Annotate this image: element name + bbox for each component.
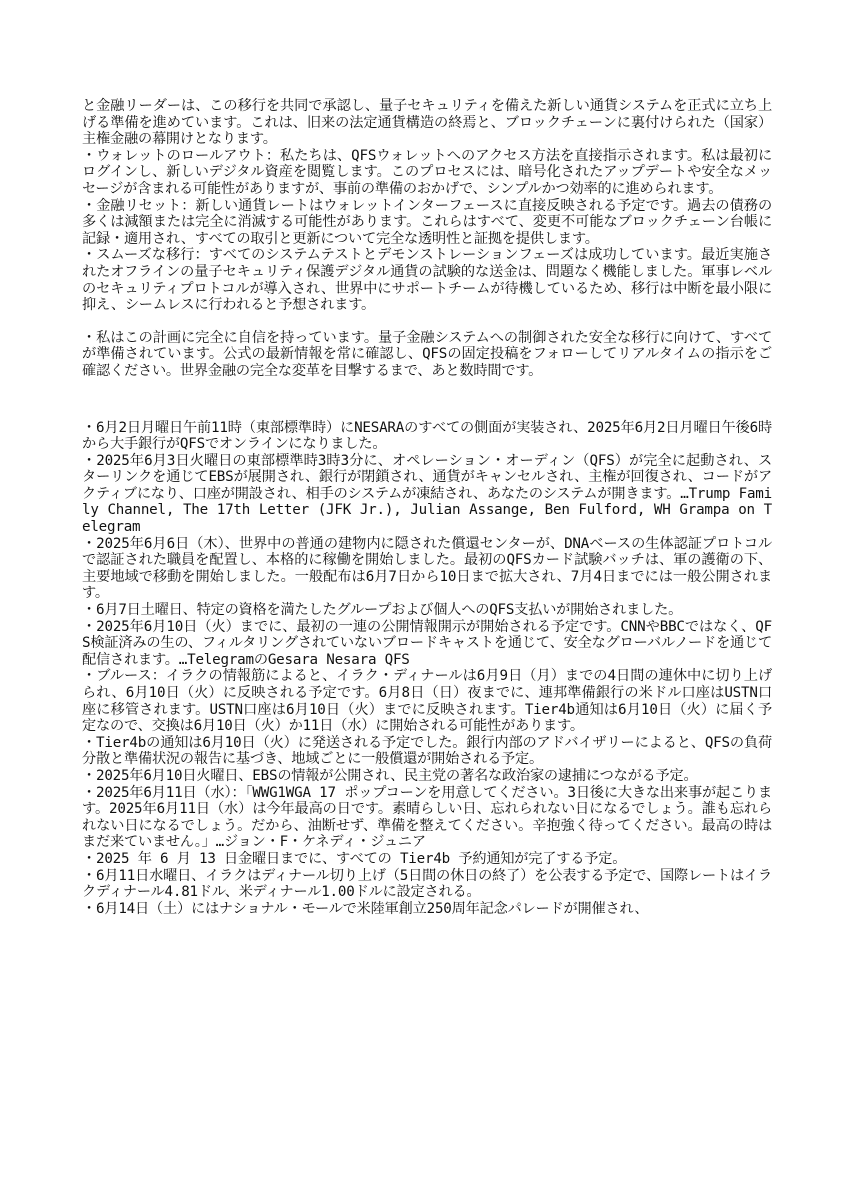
section-confidence (82, 330, 772, 380)
timeline-item: ・6月7日土曜日、特定の資格を満たしたグループおよび個人へのQFS支払いが開始されました。 (82, 602, 683, 619)
timeline-item: ・2025年6月10日（火）までに、最初の一連の公開情報開示が開始される予定です。CNNやBBCではなく、QFS検証済みの生の、フィルタリングされていないブロードキャストを通じて、安全なグローバルノードを通じて配信されます。…TelegramのGesara Nesara QFS (82, 618, 772, 668)
timeline-item: ・Tier4bの通知は6月10日（火）に発送される予定でした。銀行内部のアドバイザリーによると、QFSの負荷分散と準備状況の報告に基づき、地域ごとに一般償還が開始される予定。 (82, 734, 772, 768)
paragraph-intro: と金融リーダーは、この移行を共同で承認し、量子セキュリティを備えた新しい通貨システムを正式に立ち上げる準備を進めています。これは、旧来の法定通貨構造の終焉と、ブロックチェーンに裏付けられた（国家）主権金融の幕開けとなります。 (82, 98, 772, 148)
section-timeline (82, 420, 772, 918)
timeline-item: ・6月14日（土）にはナショナル・モールで米陸軍創立250周年記念パレードが開催され、 (82, 900, 649, 917)
paragraph-confidence: ・私はこの計画に完全に自信を持っています。量子金融システムへの制御された安全な移行に向けて、すべてが準備されています。公式の最新情報を常に確認し、QFSの固定投稿をフォローしてリアルタイムの指示をご確認ください。世界金融の完全な変革を目撃するまで、あと数時間です。 (82, 329, 772, 379)
paragraph-financial-reset: ・金融リセット：新しい通貨レートはウォレットインターフェースに直接反映される予定です。過去の債務の多くは減額または完全に消滅する可能性があります。これらはすべて、変更不可能なブロックチェーン台帳に記録・適用され、すべての取引と更新について完全な透明性と証拠を提供します。 (82, 197, 772, 247)
timeline-item: ・2025 年 6 月 13 日金曜日までに、すべての Tier4b 予約通知が完了する予定。 (82, 850, 627, 867)
timeline-item: ・ブルース：イラクの情報筋によると、イラク・ディナールは6月9日（月）までの4日間の連休中に切り上げられ、6月10日（火）に反映される予定です。6月8日（日）夜までに、連邦準備銀行の米ドル口座はUSTN口座に移管されます。USTN口座は6月10日（火）までに反映されます。Tier4b通知は6月10日（火）に届く予定なので、交換は6月10日（火）か11日（水）に開始される可能性があります。 (82, 668, 772, 735)
timeline-item: ・6月2日月曜日午前11時（東部標準時）にNESARAのすべての側面が実装され、2025年6月2日月曜日午後6時から大手銀行がQFSでオンラインになりました。 (82, 419, 772, 453)
blank-lines (82, 380, 772, 420)
timeline-item: ・2025年6月10日火曜日、EBSの情報が公開され、民主党の著名な政治家の逮捕につながる予定。 (82, 767, 698, 784)
paragraph-smooth-transition: ・スムーズな移行：すべてのシステムテストとデモンストレーションフェーズは成功しています。最近実施されたオフラインの量子セキュリティ保護デジタル通貨の試験的な送金は、問題なく機能しました。軍事レベルのセキュリティプロトコルが導入され、世界中にサポートチームが待機しているため、移行は中断を最小限に抑え、シームレスに行われると予想されます。 (82, 247, 772, 314)
section-intro (82, 98, 772, 314)
timeline-item: ・2025年6月3日火曜日の東部標準時3時3分に、オペレーション・オーディン（QFS）が完全に起動され、スターリンクを通じてEBSが展開され、銀行が閉鎖され、通貨がキャンセルされ、主権が回復され、コードがアクティブになり、口座が開設され、相手のシステムが凍結され、あなたのシステムが開きます。…Trump Family Channel, The 17th Letter (JFK Jr.), Julian Assange, Ben Fulford, WH Grampa on Telegram (82, 452, 772, 536)
document-page (82, 98, 772, 917)
timeline-item: ・2025年6月6日（木）、世界中の普通の建物内に隠された償還センターが、DNAベースの生体認証プロトコルで認証された職員を配置し、本格的に稼働を開始しました。最初のQFSカード試験バッチは、軍の護衛の下、主要地域で移動を開始しました。一般配布は6月7日から10日まで拡大され、7月4日までには一般公開されます。 (82, 535, 772, 602)
blank-line (82, 314, 772, 330)
timeline-item: ・6月11日水曜日、イラクはディナール切り上げ（5日間の休日の終了）を公表する予定で、国際レートはイラクディナール4.81ドル、米ディナール1.00ドルに設定される。 (82, 867, 772, 901)
timeline-item: ・2025年6月11日（水）：「WWG1WGA 17 ポップコーンを用意してください。3日後に大きな出来事が起こります。2025年6月11日（水）は今年最高の日です。素晴らしい日、忘れられない日になるでしょう。誰も忘れられない日になるでしょう。だから、油断せず、準備を整えてください。辛抱強く待ってください。最高の時はまだ来ていません。」…ジョン・F・ケネディ・ジュニア (82, 784, 772, 851)
paragraph-wallet-rollout: ・ウォレットのロールアウト：私たちは、QFSウォレットへのアクセス方法を直接指示されます。私は最初にログインし、新しいデジタル資産を閲覧します。このプロセスには、暗号化されたアップデートや安全なメッセージが含まれる可能性がありますが、事前の準備のおかげで、シンプルかつ効率的に進められます。 (82, 147, 772, 197)
